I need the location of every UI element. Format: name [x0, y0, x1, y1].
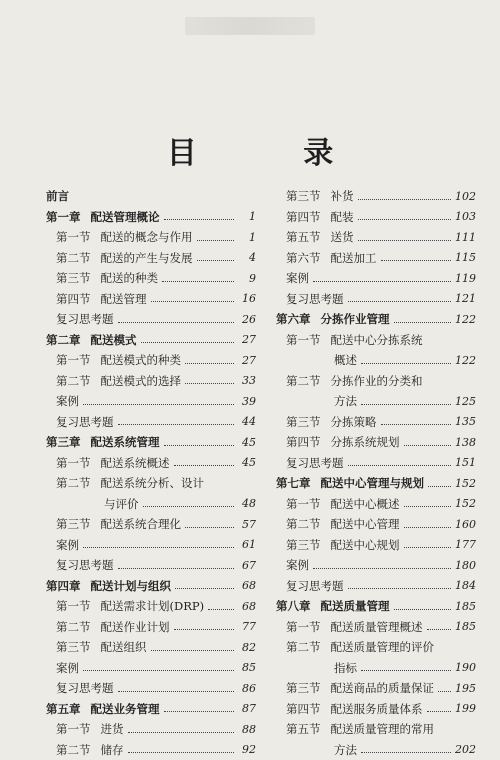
section-label: 第二节: [56, 619, 91, 635]
toc-entry-section: [46, 637, 256, 658]
entry-title: 分拣系统规划: [331, 434, 400, 450]
page-number: 190: [455, 661, 476, 674]
page-number: 48: [238, 497, 256, 510]
section-label: 第一节: [56, 598, 91, 614]
dot-leader: [348, 465, 452, 466]
entry-title: 配送质量管理的评价: [331, 639, 435, 655]
dot-leader: [128, 732, 235, 733]
entry-title: 案例: [56, 393, 79, 409]
chapter-label: 第五章: [46, 701, 81, 717]
toc-entry-section: [276, 207, 476, 228]
toc-entry-section: [46, 268, 256, 289]
chapter-label: 第三章: [46, 434, 81, 450]
page-number: 57: [238, 518, 256, 531]
entry-title: 与评价: [104, 496, 139, 512]
dot-leader: [361, 404, 451, 405]
dot-leader: [348, 301, 452, 302]
page-number: 152: [455, 477, 476, 490]
dot-leader: [185, 383, 234, 384]
section-label: 第一节: [56, 352, 91, 368]
chapter-label: 第一章: [46, 209, 81, 225]
entry-title: 配送商品的质量保证: [331, 680, 435, 696]
dot-leader: [404, 527, 452, 528]
dot-leader: [118, 424, 235, 425]
toc-entry-misc: [46, 678, 256, 699]
dot-leader: [358, 199, 452, 200]
dot-leader: [197, 240, 235, 241]
toc-entry-section: [276, 186, 476, 207]
entry-title: 配装: [331, 209, 354, 225]
dot-leader: [128, 752, 235, 753]
dot-leader: [361, 363, 451, 364]
page-number: 119: [455, 272, 476, 285]
dot-leader: [164, 219, 235, 220]
page-number: 115: [455, 251, 476, 264]
dot-leader: [175, 588, 234, 589]
entry-title: 案例: [56, 660, 79, 676]
page-number: 1: [238, 210, 256, 223]
page-number: 61: [238, 538, 256, 551]
entry-title: 配送模式的选择: [101, 373, 182, 389]
dot-leader: [118, 568, 235, 569]
bleed-through-header: [185, 17, 315, 35]
section-label: 第三节: [56, 516, 91, 532]
dot-leader: [164, 445, 235, 446]
section-label: 第四节: [56, 291, 91, 307]
section-label: 第五节: [286, 721, 321, 737]
entry-title: 概述: [334, 352, 357, 368]
section-label: 第三节: [286, 680, 321, 696]
toc-entry-misc: [46, 535, 256, 556]
page-number: 77: [238, 620, 256, 633]
page-number: 87: [238, 702, 256, 715]
toc-entry-cont: [276, 350, 476, 371]
toc-entry-section: [276, 494, 476, 515]
section-label: 第二节: [286, 639, 321, 655]
toc-entry-misc: [46, 658, 256, 679]
entry-title: 分拣策略: [331, 414, 377, 430]
entry-title: 复习思考题: [286, 291, 344, 307]
page-number: 45: [238, 436, 256, 449]
toc-entry-chapter: [46, 330, 256, 351]
page-number: 111: [455, 231, 476, 244]
toc-entry-section: [46, 350, 256, 371]
chapter-label: 第八章: [276, 598, 311, 614]
toc-entry-section: [276, 412, 476, 433]
entry-title: 方法: [334, 393, 357, 409]
toc-entry-cont: [276, 658, 476, 679]
entry-title: 复习思考题: [56, 414, 114, 430]
toc-entry-misc: [276, 289, 476, 310]
toc-entry-section: [276, 371, 476, 392]
entry-title: 配送业务管理: [91, 701, 160, 717]
toc-entry-section: [276, 248, 476, 269]
entry-title: 案例: [56, 537, 79, 553]
dot-leader: [197, 260, 235, 261]
dot-leader: [361, 752, 451, 753]
page-number: 45: [238, 456, 256, 469]
toc-entry-section: [276, 678, 476, 699]
page-number: 68: [238, 579, 256, 592]
entry-title: 配送中心管理与规划: [321, 475, 425, 491]
toc-entry-section: [46, 371, 256, 392]
entry-title: 复习思考题: [56, 680, 114, 696]
toc-entry-misc: [46, 555, 256, 576]
toc-entry-preface: [46, 186, 256, 207]
page-number: 122: [455, 313, 476, 326]
page-number: 85: [238, 661, 256, 674]
toc-entry-section: [46, 453, 256, 474]
section-label: 第三节: [286, 537, 321, 553]
section-label: 第二节: [286, 373, 321, 389]
page-number: 184: [455, 579, 476, 592]
page-number: 67: [238, 559, 256, 572]
toc-entry-chapter: [276, 596, 476, 617]
section-label: 第一节: [56, 229, 91, 245]
toc-entry-section: [276, 227, 476, 248]
dot-leader: [185, 363, 234, 364]
page-number: 4: [238, 251, 256, 264]
entry-title: 配送质量管理的常用: [331, 721, 435, 737]
dot-leader: [141, 342, 235, 343]
toc-entry-misc: [276, 555, 476, 576]
section-label: 第四节: [286, 434, 321, 450]
entry-title: 配送系统合理化: [101, 516, 182, 532]
entry-title: 分拣作业的分类和: [331, 373, 423, 389]
entry-title: 复习思考题: [56, 557, 114, 573]
dot-leader: [162, 281, 234, 282]
toc-entry-section: [276, 617, 476, 638]
dot-leader: [381, 424, 452, 425]
dot-leader: [118, 691, 235, 692]
toc-left-column: [46, 186, 256, 760]
toc-entry-section: [276, 719, 476, 740]
section-label: 第二节: [56, 373, 91, 389]
entry-title: 配送系统管理: [91, 434, 160, 450]
entry-title: 配送计划与组织: [91, 578, 172, 594]
page-number: 177: [455, 538, 476, 551]
entry-title: 配送系统概述: [101, 455, 170, 471]
section-label: 第四节: [286, 701, 321, 717]
toc-entry-chapter: [46, 432, 256, 453]
page-number: 44: [238, 415, 256, 428]
page-number: 9: [238, 272, 256, 285]
entry-title: 配送的概念与作用: [101, 229, 193, 245]
section-label: 第一节: [56, 455, 91, 471]
entry-title: 补货: [331, 188, 354, 204]
entry-title: 配送组织: [101, 639, 147, 655]
entry-title: 分拣作业管理: [321, 311, 390, 327]
toc-entry-section: [46, 289, 256, 310]
entry-title: 方法: [334, 742, 357, 758]
page-number: 16: [238, 292, 256, 305]
section-label: 第四节: [286, 209, 321, 225]
toc-entry-chapter: [276, 473, 476, 494]
entry-title: 配送中心分拣系统: [331, 332, 423, 348]
section-label: 第二节: [56, 742, 91, 758]
toc-entry-section: [46, 719, 256, 740]
page-number: 152: [455, 497, 476, 510]
entry-title: 案例: [286, 270, 309, 286]
section-label: 第六节: [286, 250, 321, 266]
dot-leader: [358, 240, 452, 241]
section-label: 第一节: [56, 721, 91, 737]
dot-leader: [427, 711, 452, 712]
page-number: 121: [455, 292, 476, 305]
page-number: 82: [238, 641, 256, 654]
page-number: 68: [238, 600, 256, 613]
section-label: 第一节: [286, 332, 321, 348]
page-number: 185: [455, 620, 476, 633]
toc-entry-chapter: [46, 576, 256, 597]
dot-leader: [361, 670, 451, 671]
dot-leader: [438, 691, 451, 692]
toc-entry-section: [276, 330, 476, 351]
dot-leader: [174, 465, 235, 466]
entry-title: 案例: [286, 557, 309, 573]
toc-entry-section: [46, 227, 256, 248]
dot-leader: [358, 219, 452, 220]
entry-title: 配送作业计划: [101, 619, 170, 635]
dot-leader: [164, 711, 235, 712]
page-number: 33: [238, 374, 256, 387]
toc-entry-chapter: [276, 309, 476, 330]
entry-title: 复习思考题: [286, 578, 344, 594]
toc-entry-section: [276, 514, 476, 535]
toc-entry-section: [276, 699, 476, 720]
page-number: 160: [455, 518, 476, 531]
entry-title: 配送质量管理概述: [331, 619, 423, 635]
dot-leader: [174, 629, 235, 630]
section-label: 第三节: [56, 270, 91, 286]
toc-entry-section: [46, 596, 256, 617]
page-number: 92: [238, 743, 256, 756]
toc-entry-misc: [276, 268, 476, 289]
dot-leader: [381, 260, 452, 261]
entry-title: 复习思考题: [56, 311, 114, 327]
section-label: 第三节: [56, 639, 91, 655]
toc-entry-section: [276, 535, 476, 556]
entry-title: 配送的种类: [101, 270, 159, 286]
section-label: 第二节: [56, 250, 91, 266]
entry-title: 储存: [101, 742, 124, 758]
toc-entry-section: [276, 637, 476, 658]
page-title: 目 录: [0, 128, 500, 172]
toc-entry-section: [46, 617, 256, 638]
page-number: 122: [455, 354, 476, 367]
toc-entry-misc: [276, 576, 476, 597]
dot-leader: [118, 322, 235, 323]
toc-entry-chapter: [46, 207, 256, 228]
entry-title: 配送管理概论: [91, 209, 160, 225]
page-number: 135: [455, 415, 476, 428]
dot-leader: [404, 506, 452, 507]
toc-right-column: [276, 186, 476, 760]
page-number: 138: [455, 436, 476, 449]
toc-entry-cont: [276, 391, 476, 412]
chapter-label: 第七章: [276, 475, 311, 491]
page-number: 195: [455, 682, 476, 695]
dot-leader: [185, 527, 234, 528]
page-number: 27: [238, 333, 256, 346]
dot-leader: [404, 547, 452, 548]
page-number: 202: [455, 743, 476, 756]
page-number: 180: [455, 559, 476, 572]
page-number: 199: [455, 702, 476, 715]
entry-title: 复习思考题: [286, 455, 344, 471]
page-number: 86: [238, 682, 256, 695]
dot-leader: [404, 445, 452, 446]
dot-leader: [428, 486, 451, 487]
section-label: 第一节: [286, 619, 321, 635]
chapter-label: 第四章: [46, 578, 81, 594]
page-number: 125: [455, 395, 476, 408]
entry-title: 进货: [101, 721, 124, 737]
dot-leader: [143, 506, 235, 507]
toc-entry-section: [46, 248, 256, 269]
page-number: 27: [238, 354, 256, 367]
dot-leader: [427, 629, 452, 630]
entry-title: 配送的产生与发展: [101, 250, 193, 266]
dot-leader: [394, 322, 452, 323]
dot-leader: [208, 609, 234, 610]
chapter-label: 第二章: [46, 332, 81, 348]
entry-title: 配送管理: [101, 291, 147, 307]
page-number: 88: [238, 723, 256, 736]
page-number: 1: [238, 231, 256, 244]
entry-title: 配送加工: [331, 250, 377, 266]
section-label: 第二节: [56, 475, 91, 491]
page-number: 102: [455, 190, 476, 203]
entry-title: 配送质量管理: [321, 598, 390, 614]
toc-entry-cont: [46, 494, 256, 515]
entry-title: 配送模式: [91, 332, 137, 348]
chapter-label: 第六章: [276, 311, 311, 327]
dot-leader: [83, 670, 234, 671]
entry-title: 配送中心规划: [331, 537, 400, 553]
entry-title: 送货: [331, 229, 354, 245]
entry-title: 配送中心概述: [331, 496, 400, 512]
section-label: 第三节: [286, 188, 321, 204]
entry-title: 配送中心管理: [331, 516, 400, 532]
entry-title: 配送系统分析、设计: [101, 475, 205, 491]
section-label: 第二节: [286, 516, 321, 532]
dot-leader: [394, 609, 452, 610]
dot-leader: [83, 547, 234, 548]
entry-title: 配送服务质量体系: [331, 701, 423, 717]
toc-entry-chapter: [46, 699, 256, 720]
section-label: 第三节: [286, 414, 321, 430]
toc-entry-misc: [46, 412, 256, 433]
dot-leader: [83, 404, 234, 405]
entry-title: 指标: [334, 660, 357, 676]
dot-leader: [313, 568, 451, 569]
toc-entry-section: [276, 432, 476, 453]
dot-leader: [348, 588, 452, 589]
entry-title: 配送模式的种类: [101, 352, 182, 368]
page-number: 39: [238, 395, 256, 408]
dot-leader: [151, 650, 235, 651]
page-number: 185: [455, 600, 476, 613]
toc-entry-section: [46, 514, 256, 535]
dot-leader: [151, 301, 235, 302]
toc-entry-section: [46, 473, 256, 494]
toc-entry-misc: [276, 453, 476, 474]
toc-entry-misc: [46, 391, 256, 412]
page-number: 26: [238, 313, 256, 326]
section-label: 第五节: [286, 229, 321, 245]
entry-title: 配送需求计划(DRP): [101, 598, 205, 614]
dot-leader: [313, 281, 451, 282]
page-number: 151: [455, 456, 476, 469]
toc-entry-misc: [46, 309, 256, 330]
section-label: 第一节: [286, 496, 321, 512]
entry-title: 前言: [46, 188, 69, 204]
page-number: 103: [455, 210, 476, 223]
